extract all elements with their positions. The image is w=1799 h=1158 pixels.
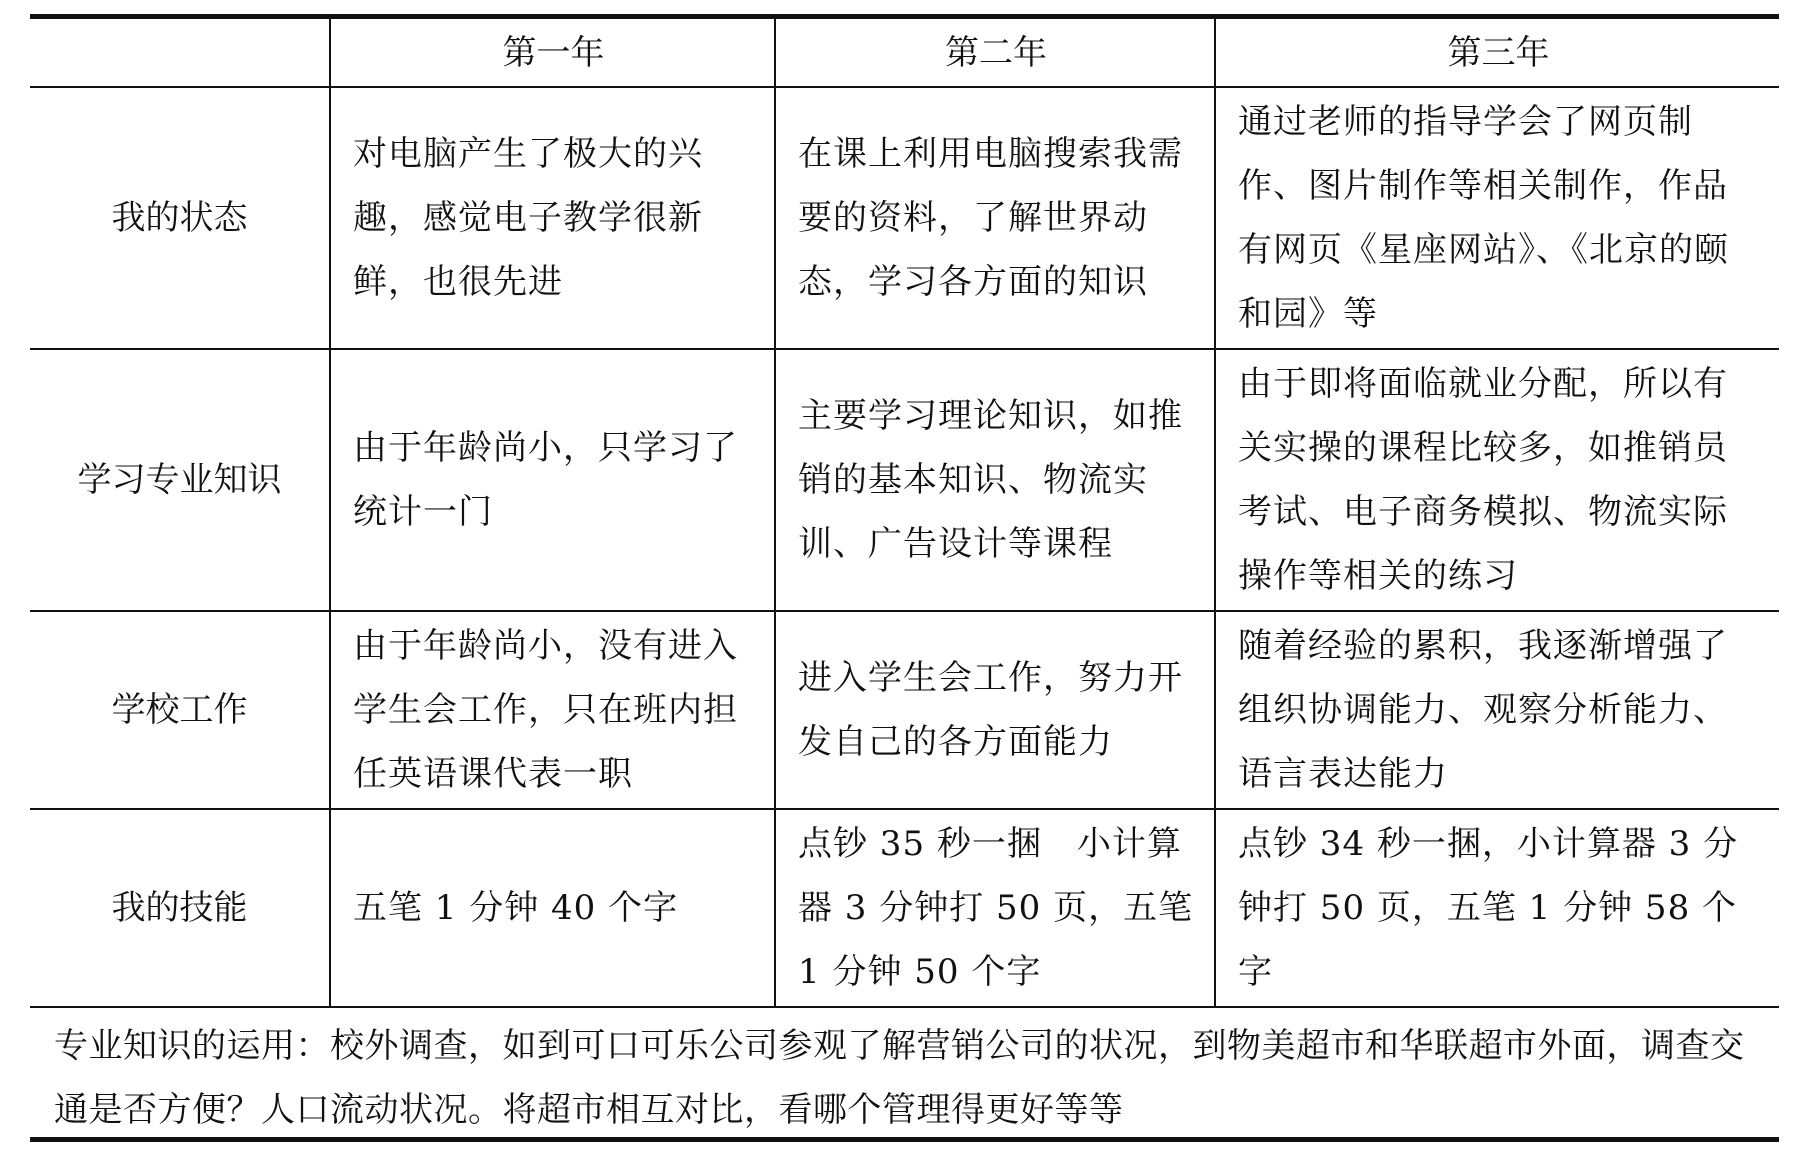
table-cell: 进入学生会工作，努力开发自己的各方面能力 [775,611,1215,809]
table-cell: 由于即将面临就业分配，所以有关实操的课程比较多，如推销员考试、电子商务模拟、物流实际操作等相关的练习 [1215,349,1779,611]
row-label: 学校工作 [30,611,330,809]
header-corner [30,19,330,87]
table-cell: 主要学习理论知识，如推销的基本知识、物流实训、广告设计等课程 [775,349,1215,611]
table-cell: 通过老师的指导学会了网页制作、图片制作等相关制作，作品有网页《星座网站》、《北京的颐和园》等 [1215,87,1779,349]
document [30,14,1779,1142]
table-cell: 五笔 1 分钟 40 个字 [330,809,775,1007]
header-year-3: 第三年 [1215,19,1779,87]
table-cell: 点钞 34 秒一捆，小计算器 3 分钟打 50 页，五笔 1 分钟 58 个字 [1215,809,1779,1007]
table-cell: 由于年龄尚小，只学习了统计一门 [330,349,775,611]
table-cell: 随着经验的累积，我逐渐增强了组织协调能力、观察分析能力、语言表达能力 [1215,611,1779,809]
progress-table [30,19,1779,1008]
row-label: 学习专业知识 [30,349,330,611]
row-label: 我的技能 [30,809,330,1007]
table-row [30,87,1779,349]
table-cell: 对电脑产生了极大的兴趣，感觉电子教学很新鲜，也很先进 [330,87,775,349]
header-year-2: 第二年 [775,19,1215,87]
row-label: 我的状态 [30,87,330,349]
table-row [30,349,1779,611]
table-cell: 由于年龄尚小，没有进入学生会工作，只在班内担任英语课代表一职 [330,611,775,809]
table-row [30,809,1779,1007]
footnote: 专业知识的运用：校外调查，如到可口可乐公司参观了解营销公司的状况，到物美超市和华联超市外面，调查交通是否方便？人口流动状况。将超市相互对比，看哪个管理得更好等等 [30,1008,1779,1142]
header-row [30,19,1779,87]
table-cell: 点钞 35 秒一捆 小计算器 3 分钟打 50 页，五笔 1 分钟 50 个字 [775,809,1215,1007]
header-year-1: 第一年 [330,19,775,87]
table-row [30,611,1779,809]
table-cell: 在课上利用电脑搜索我需要的资料，了解世界动态，学习各方面的知识 [775,87,1215,349]
